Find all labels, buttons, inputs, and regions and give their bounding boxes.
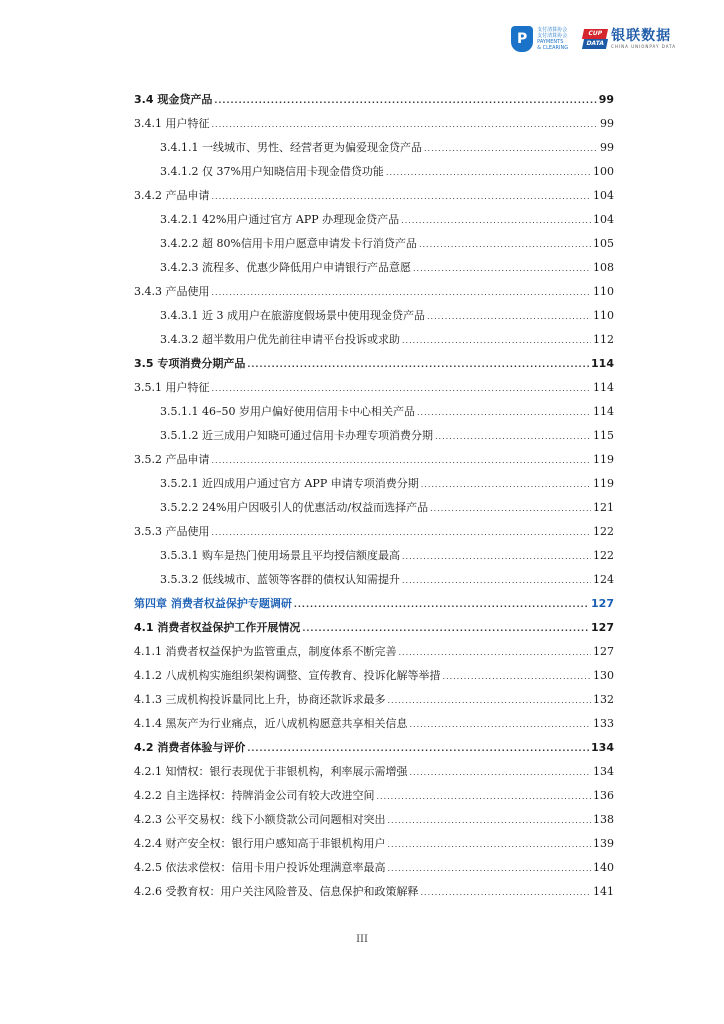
toc-dot-leader [212, 454, 592, 468]
toc-dot-leader [212, 190, 592, 204]
toc-entry[interactable] [134, 381, 614, 396]
toc-entry-page: 100 [593, 165, 614, 178]
toc-dot-leader [387, 862, 591, 876]
toc-entry-title: 3.5.2.2 24%用户因吸引人的优惠活动/权益而选择产品 [160, 501, 429, 514]
toc-entry-page: 119 [593, 477, 614, 490]
cup-data-logo-subtitle: CHINA UNIONPAY DATA [611, 43, 676, 49]
toc-entry-title: 3.5.1.1 46–50 岁用户偏好使用信用卡中心相关产品 [160, 405, 415, 418]
toc-entry-title: 3.5.1 用户特征 [134, 381, 210, 394]
association-logo [511, 26, 575, 52]
toc-entry[interactable] [160, 213, 614, 228]
toc-entry-title: 3.4.1.2 仅 37%用户知晓信用卡现金借贷功能 [160, 165, 384, 178]
toc-dot-leader [421, 478, 591, 492]
toc-dot-leader [212, 382, 592, 396]
toc-entry-title: 4.2 消费者体验与评价 [134, 741, 246, 754]
toc-entry[interactable] [134, 861, 614, 876]
toc-entry[interactable] [134, 741, 614, 756]
toc-entry[interactable] [134, 813, 614, 828]
header-logos [511, 26, 676, 52]
cup-data-logo-mark: CUP DATA [583, 29, 607, 49]
toc-entry[interactable] [134, 189, 614, 204]
toc-entry[interactable] [134, 285, 614, 300]
toc-entry-page: 122 [593, 525, 614, 538]
toc-entry[interactable] [160, 405, 614, 420]
toc-entry-title: 3.5.2 产品申请 [134, 453, 210, 466]
toc-entry-page: 132 [593, 693, 614, 706]
toc-dot-leader [413, 262, 591, 276]
toc-entry[interactable] [160, 477, 614, 492]
toc-entry-title: 3.5.3.1 购车是热门使用场景且平均授信额度最高 [160, 549, 400, 562]
toc-dot-leader [214, 94, 596, 108]
toc-entry[interactable] [160, 309, 614, 324]
toc-entry-title: 3.5.2.1 近四成用户通过官方 APP 申请专项消费分期 [160, 477, 419, 490]
toc-dot-leader [435, 430, 591, 444]
toc-entry-page: 134 [591, 741, 614, 754]
toc-dot-leader [401, 214, 591, 228]
toc-entry[interactable] [134, 789, 614, 804]
toc-entry-title: 3.5.1.2 近三成用户知晓可通过信用卡办理专项消费分期 [160, 429, 433, 442]
toc-entry-page: 99 [600, 117, 614, 130]
toc-entry-title: 3.4.2 产品申请 [134, 189, 210, 202]
toc-entry-page: 127 [593, 645, 614, 658]
toc-entry-title: 4.2.3 公平交易权：线下小额贷款公司问题相对突出 [134, 813, 386, 826]
toc-entry[interactable] [134, 837, 614, 852]
toc-entry-page: 138 [593, 813, 614, 826]
toc-entry[interactable] [134, 765, 614, 780]
toc-dot-leader [402, 550, 591, 564]
toc-dot-leader [402, 334, 591, 348]
toc-entry-title: 3.4.1.1 一线城市、男性、经营者更为偏爱现金贷产品 [160, 141, 422, 154]
toc-entry-page: 136 [593, 789, 614, 802]
toc-entry-page: 140 [593, 861, 614, 874]
toc-dot-leader [420, 886, 591, 900]
toc-dot-leader [402, 574, 591, 588]
toc-dot-leader [430, 502, 591, 516]
toc-entry-title: 4.2.1 知情权：银行表现优于非银机构，利率展示需增强 [134, 765, 408, 778]
toc-entry-page: 121 [593, 501, 614, 514]
toc-entry-page: 133 [593, 717, 614, 730]
toc-dot-leader [387, 814, 591, 828]
toc-entry-title: 3.4.2.3 流程多、优惠少降低用户申请银行产品意愿 [160, 261, 411, 274]
toc-entry[interactable] [160, 261, 614, 276]
toc-entry-title: 3.5 专项消费分期产品 [134, 357, 246, 370]
toc-entry[interactable] [134, 693, 614, 708]
toc-entry-page: 127 [591, 597, 614, 610]
toc-entry[interactable] [160, 501, 614, 516]
toc-entry[interactable] [160, 141, 614, 156]
toc-entry-page: 122 [593, 549, 614, 562]
toc-entry[interactable] [134, 117, 614, 132]
toc-entry-page: 104 [593, 213, 614, 226]
toc-entry-page: 127 [591, 621, 614, 634]
toc-entry-page: 130 [593, 669, 614, 682]
toc-entry-page: 99 [598, 93, 614, 106]
toc-dot-leader [398, 646, 591, 660]
toc-dot-leader [302, 622, 589, 636]
toc-dot-leader [212, 526, 592, 540]
toc-dot-leader [409, 718, 591, 732]
toc-dot-leader [294, 598, 589, 612]
toc-entry-page: 124 [593, 573, 614, 586]
toc-entry-title: 第四章 消费者权益保护专题调研 [134, 597, 292, 610]
cup-data-logo [583, 29, 676, 50]
toc-entry[interactable] [134, 621, 614, 636]
association-logo-badge: P [511, 26, 533, 52]
toc-entry-title: 3.4.3 产品使用 [134, 285, 210, 298]
toc-dot-leader [247, 358, 589, 372]
toc-entry[interactable] [160, 429, 614, 444]
toc-entry[interactable] [134, 525, 614, 540]
toc-entry-page: 114 [593, 405, 614, 418]
toc-entry-title: 4.2.5 依法求偿权：信用卡用户投诉处理满意率最高 [134, 861, 386, 874]
page-number: III [356, 934, 368, 945]
toc-entry-title: 4.1.1 消费者权益保护为监管重点，制度体系不断完善 [134, 645, 397, 658]
toc-dot-leader [417, 406, 591, 420]
toc-entry-page: 99 [600, 141, 614, 154]
toc-entry-page: 114 [593, 381, 614, 394]
toc-dot-leader [442, 670, 591, 684]
association-logo-text: 支付清算协会 支付清算协会 PAYMENTS & CLEARING [537, 27, 569, 51]
toc-entry[interactable] [160, 549, 614, 564]
toc-entry-page: 105 [593, 237, 614, 250]
toc-entry[interactable] [134, 357, 614, 372]
toc-dot-leader [409, 766, 591, 780]
toc-entry-title: 3.4.2.1 42%用户通过官方 APP 办理现金贷产品 [160, 213, 400, 226]
toc-dot-leader [247, 742, 589, 756]
toc-entry-title: 3.4.1 用户特征 [134, 117, 210, 130]
toc-dot-leader [424, 142, 598, 156]
toc-entry[interactable] [160, 237, 614, 252]
toc-entry-title: 4.2.4 财产安全权：银行用户感知高于非银机构用户 [134, 837, 386, 850]
toc-entry[interactable] [134, 597, 614, 612]
toc-entry-page: 110 [593, 309, 614, 322]
toc-entry-title: 3.5.3 产品使用 [134, 525, 210, 538]
toc-entry-page: 112 [593, 333, 614, 346]
toc-entry-page: 134 [593, 765, 614, 778]
toc-entry[interactable] [160, 333, 614, 348]
toc-dot-leader [212, 286, 592, 300]
toc-entry-page: 115 [593, 429, 614, 442]
toc-dot-leader [387, 694, 591, 708]
toc-dot-leader [427, 310, 591, 324]
toc-entry-page: 119 [593, 453, 614, 466]
toc-entry-title: 3.4.3.2 超半数用户优先前往申请平台投诉或求助 [160, 333, 400, 346]
toc-entry[interactable] [134, 885, 614, 900]
toc-entry[interactable] [134, 717, 614, 732]
toc-entry[interactable] [160, 165, 614, 180]
toc-entry[interactable] [160, 573, 614, 588]
toc-dot-leader [387, 838, 591, 852]
toc-entry-page: 114 [591, 357, 614, 370]
toc-entry-title: 4.2.2 自主选择权：持牌消金公司有较大改进空间 [134, 789, 375, 802]
toc-entry-title: 3.4.2.2 超 80%信用卡用户愿意申请发卡行消贷产品 [160, 237, 417, 250]
toc-entry[interactable] [134, 669, 614, 684]
toc-dot-leader [419, 238, 591, 252]
toc-entry-title: 3.4 现金贷产品 [134, 93, 213, 106]
cup-data-logo-name: 银联数据 [611, 27, 672, 44]
toc-entry-title: 4.1.3 三成机构投诉量同比上升，协商还款诉求最多 [134, 693, 386, 706]
toc-dot-leader [376, 790, 591, 804]
toc-entry-title: 4.2.6 受教育权：用户关注风险普及、信息保护和政策解释 [134, 885, 419, 898]
toc-entry-page: 104 [593, 189, 614, 202]
toc-entry-title: 4.1.4 黑灰产为行业痛点，近八成机构愿意共享相关信息 [134, 717, 408, 730]
toc-entry[interactable] [134, 453, 614, 468]
toc-entry-title: 4.1 消费者权益保护工作开展情况 [134, 621, 301, 634]
toc-entry-page: 139 [593, 837, 614, 850]
toc-entry[interactable] [134, 645, 614, 660]
toc-entry[interactable] [134, 93, 614, 108]
toc-entry-title: 3.4.3.1 近 3 成用户在旅游度假场景中使用现金贷产品 [160, 309, 425, 322]
toc-entry-page: 141 [593, 885, 614, 898]
toc-entry-title: 3.5.3.2 低线城市、蓝领等客群的债权认知需提升 [160, 573, 400, 586]
toc-dot-leader [386, 166, 591, 180]
toc-dot-leader [212, 118, 599, 132]
toc-entry-page: 110 [593, 285, 614, 298]
toc-entry-title: 4.1.2 八成机构实施组织架构调整、宣传教育、投诉化解等举措 [134, 669, 441, 682]
toc-entry-page: 108 [593, 261, 614, 274]
